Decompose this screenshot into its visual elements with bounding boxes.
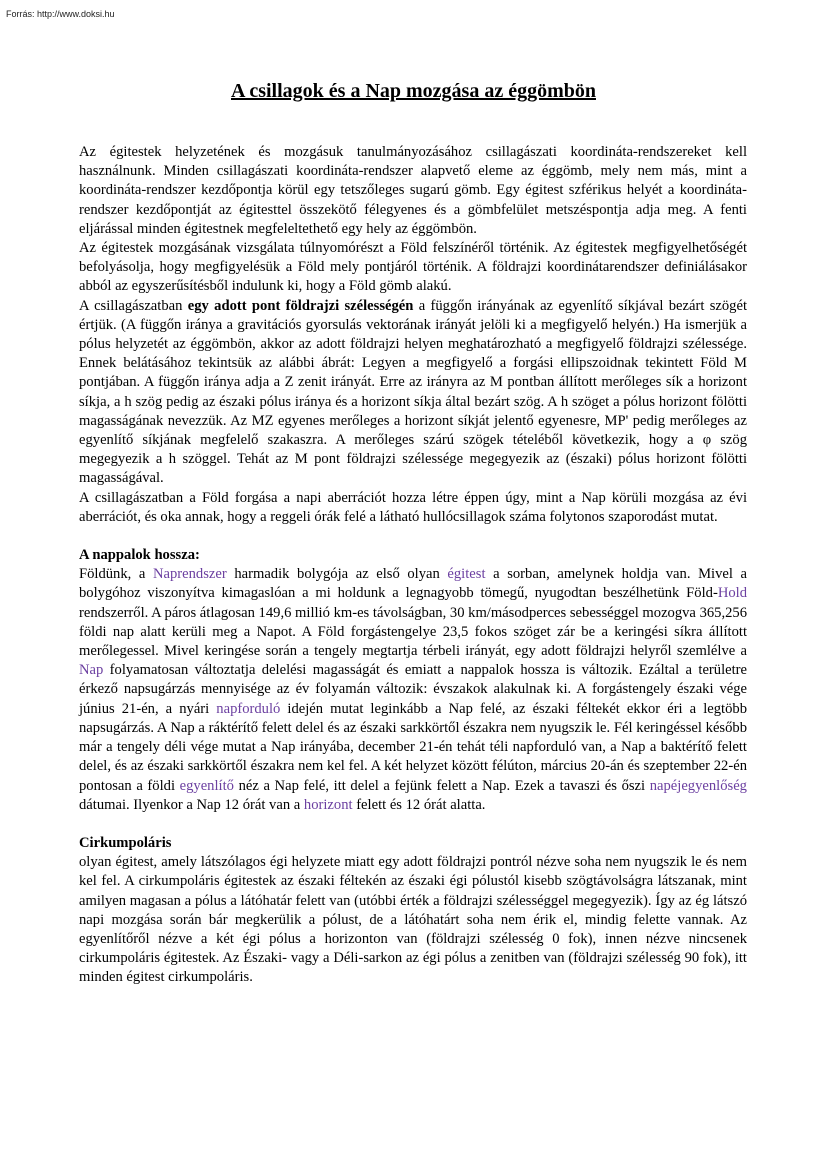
text-span: rendszerről. A páros átlagosan 149,6 millió km-es távolságban, 30 km/másodperces sebességgel mozogva 365,256 földi nap alatt kerüli meg a Napot. A Föld forgástengelye 23,5 fokos szöget zár be a keringési síkra állított merőlegessel. Mivel keringése során a tengely megtartja térbeli irányát, egy adott földrajzi helyről szemlélve a bbox=[79, 604, 747, 660]
text-span: a függőn irányának az egyenlítő síkjával bezárt szögét értjük. (A függőn iránya a gravitációs gyorsulás vektorának irányát jelöli ki a megfigyelő helyén.) Ha ismerjük a pólus helyzetét az éggömbön, akkor az adott földrajzi helyen meghatározható a megfigyelő földrajzi szélessége. Ennek belátásához tekintsük az alábbi ábrát: Legyen a megfigyelő a forgási ellipszoidnak tekintett Föld M pontjában. A függőn iránya adja a Z zenit irányát. Erre az irányra az M pontban állított merőleges sík a horizont síkja, a h szög pedig az északi pólus iránya és a horizont síkja által bezárt szög. A h szöget a pólus horizont fölötti magasságának nevezzük. Az MZ egyenes merőleges a horizont síkját jelentő egyenesre, MP' pedig merőleges az egyenlítő síkjának megfelelő szakaszra. A merőleges szárú szögek tételéből következik, hogy a φ szög megegyezik a h szöggel. Tehát az M pont földrajzi szélessége megegyezik az (északi) pólus horizont fölötti magasságával. bbox=[79, 297, 747, 487]
intro-paragraph-1: Az égitestek helyzetének és mozgásuk tanulmányozásához csillagászati koordináta-rendszereket kell használnunk. Minden csillagászati koordináta-rendszer alapvető eleme az éggömb, mely nem más, mint a koordináta-rendszer kezdőpontja körül egy tetszőleges sugarú gömb. Egy égitest szférikus helyét a koordináta-rendszer kezdőpontját az égitesttel összekötő félegyenes és a gömbfelület metszéspontja adja meg. A fenti eljárással minden égitestnek megfeleltethető egy hely az éggömbön. bbox=[79, 144, 747, 237]
link-nap[interactable]: Nap bbox=[79, 662, 104, 679]
text-span: harmadik bolygója az első olyan bbox=[226, 566, 448, 583]
text-span: felett és 12 órát alatta. bbox=[352, 796, 486, 813]
intro-paragraph-4: A csillagászatban a Föld forgása a napi aberrációt hozza létre éppen úgy, mint a Nap körüli mozgása az évi aberrációt, és oka annak, hogy a reggeli órák felé a látható hullócsillagok száma folytonos szaporodást mutat. bbox=[79, 489, 747, 525]
intro-paragraph-3 bbox=[79, 297, 747, 489]
link-napfordulo[interactable]: napforduló bbox=[216, 700, 281, 717]
link-naprendszer[interactable]: Naprendszer bbox=[152, 566, 227, 583]
section-heading-daylight: A nappalok hossza: bbox=[79, 547, 200, 564]
link-egyenlito[interactable]: egyenlítő bbox=[179, 777, 234, 794]
text-span: dátumai. Ilyenkor a Nap 12 órát van a bbox=[79, 796, 304, 813]
text-span: néz a Nap felé, itt delel a fejünk felett a Nap. Ezek a tavaszi és őszi bbox=[233, 777, 650, 794]
intro-paragraph-2: Az égitestek mozgásának vizsgálata túlnyomórészt a Föld felszínéről történik. Az égitestek megfigyelhetőségét befolyásolja, hogy megfigyelésük a Föld mely pontjáról történik. A földrajzi koordinátarendszer definiálásakor abból az egyszerűsítésből indulunk ki, hogy a Föld gömb alakú. bbox=[79, 240, 747, 295]
section-heading-circumpolar: Cirkumpoláris bbox=[79, 834, 172, 851]
bold-term: egy adott pont földrajzi szélességén bbox=[187, 297, 414, 314]
spacer bbox=[79, 527, 747, 546]
section-circumpolar-paragraph: olyan égitest, amely látszólagos égi helyzete miatt egy adott földrajzi pontról nézve soha nem nyugszik le és nem kel fel. A cirkumpoláris égitestek az északi féltekén az északi égi pólustól kisebb szögtávolságra látszanak, mint amilyen magasan a pólus a látóhatár felett van (utóbbi érték a földrajzi szélességgel megegyezik). Így az ég látszó napi mozgása során bár megkerülik a pólust, de a látóhatárt soha nem érik el, mindig felette vannak. Az egyenlítőről nézve a két égi pólus a horizonton van (földrajzi szélesség 0 fok), innen nézve nincsenek cirkumpoláris égitestek. Az Északi- vagy a Déli-sarkon az égi pólus a zenitben van (földrajzi szélesség 90 fok), itt minden égitest cirkumpoláris. bbox=[79, 854, 747, 986]
link-napejegyenloseg[interactable]: napéjegyenlőség bbox=[649, 777, 747, 794]
text-span: Földünk, a bbox=[79, 566, 153, 583]
link-horizont[interactable]: horizont bbox=[303, 796, 353, 813]
text-span: a sorban, amelynek holdja van. Mivel a bolygóhoz viszonyítva kimagaslóan a mi holdunk a legnagyobb tömegű, nyugodtan beszélhetünk Föld- bbox=[79, 566, 748, 602]
section-daylight-paragraph bbox=[79, 565, 747, 815]
text-span: idején mutat leginkább a Nap felé, az északi féltekét ekkor éri a legtöbb napsugárzás. A Nap a ráktérítő felett delel és az északi sarkkörtől északra nem nyugszik le. Fél keringéssel később már a tengely déli vége mutat a Nap irányába, december 21-én tehát téli napforduló van, a Nap a baktérítő felett delel, és az északi sarkkörtől északra nem kel fel. A két helyzet között félúton, március 20-án és szeptember 22-én pontosan a földi bbox=[79, 700, 747, 794]
page-title: A csillagok és a Nap mozgása az éggömbön bbox=[231, 80, 596, 102]
spacer bbox=[79, 815, 747, 834]
link-hold[interactable]: Hold bbox=[717, 585, 747, 602]
text-span: folyamatosan változtatja delelési magasságát és emiatt a nappalok hossza is változik. Ezáltal a területre érkező napsugárzás mennyisége az év folyamán változik: évszakok alakulnak ki. A forgástengely északi vége június 21-én, a nyári bbox=[79, 662, 747, 717]
link-egitest[interactable]: égitest bbox=[447, 566, 486, 583]
document-body bbox=[79, 143, 747, 988]
text-span: A csillagászatban bbox=[79, 297, 188, 314]
source-label: Forrás: http://www.doksi.hu bbox=[6, 9, 115, 19]
